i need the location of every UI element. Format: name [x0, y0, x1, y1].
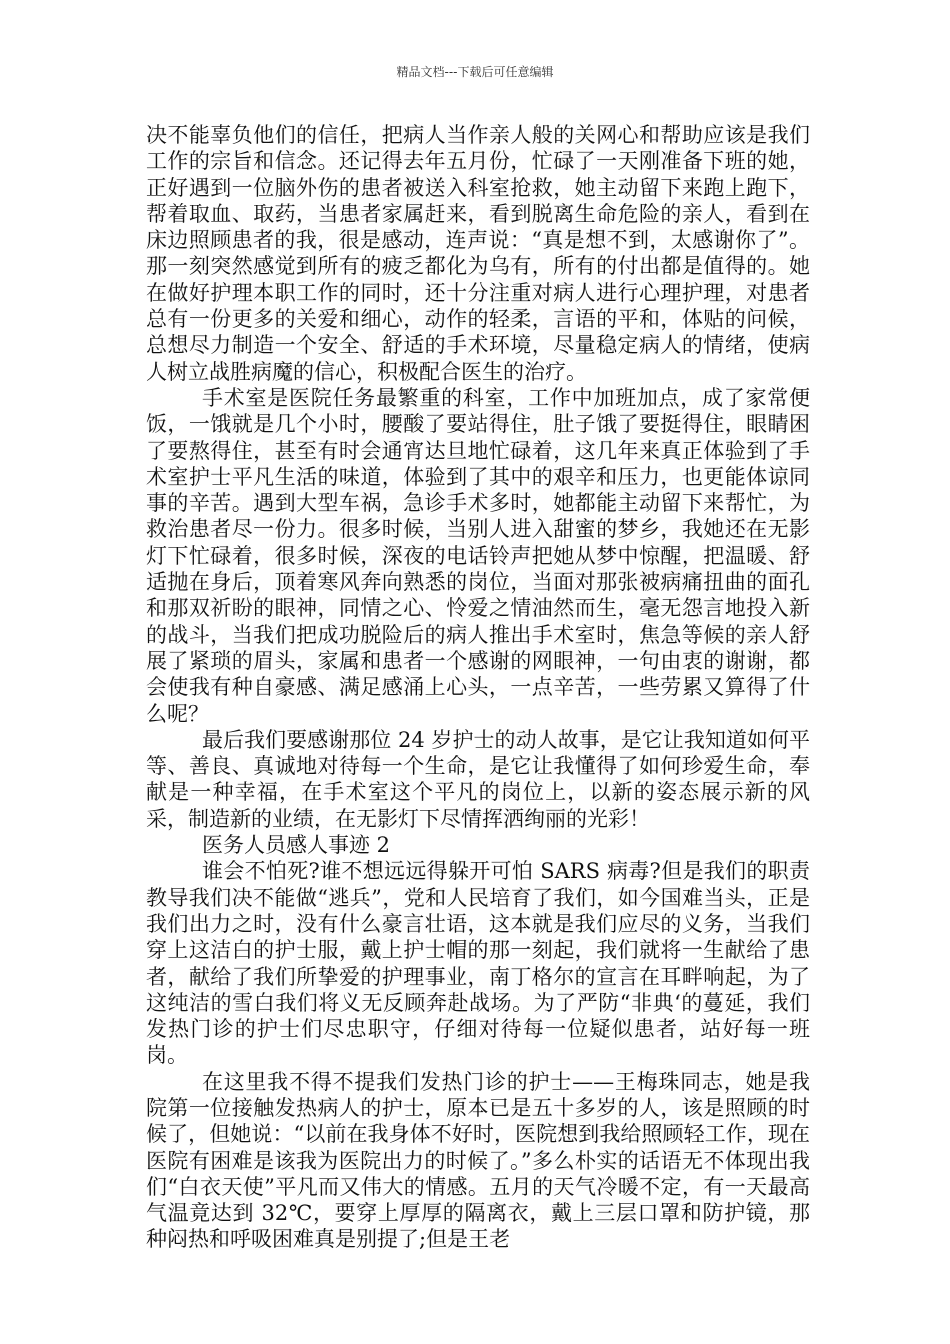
paragraph-2: 手术室是医院任务最繁重的科室，工作中加班加点，成了家常便饭，一饿就是几个小时，腰酸了要站得住，肚子饿了要挺得住，眼睛困了要熬得住，甚至有时会通宵达旦地忙碌着，这几年来真正体验到了手术室护士平凡生活的味道，体验到了其中的艰辛和压力，也更能体谅同事的辛苦。遇到大型车祸，急诊手术多时，她都能主动留下来帮忙，为救治患者尽一份力。很多时候，当别人进入甜蜜的梦乡，我她还在无影灯下忙碌着，很多时候，深夜的电话铃声把她从梦中惊醒，把温暖、舒适抛在身后，顶着寒风奔向熟悉的岗位，当面对那张被病痛扭曲的面孔和那双祈盼的眼神，同情之心、怜爱之情油然而生，毫无怨言地投入新的战斗，当我们把成功脱险后的病人推出手术室时，焦急等候的亲人舒展了紧琐的眉头，家属和患者一个感谢的网眼神，一句由衷的谢谢，都会使我有种自豪感、满足感涌上心头，一点辛苦，一些劳累又算得了什么呢？ — [146, 385, 810, 726]
paragraph-5: 在这里我不得不提我们发热门诊的护士——王梅珠同志，她是我院第一位接触发热病人的护士，原本已是五十多岁的人，该是照顾的时候了，但她说：“以前在我身体不好时，医院想到我给照顾轻工作，现在医院有困难是该我为医院出力的时候了。”多么朴实的话语无不体现出我们“白衣天使”平凡而又伟大的情感。五月的天气冷暖不定，有一天最高气温竟达到 32℃，要穿上厚厚的隔离衣，戴上三层口罩和防护镜，那种闷热和呼吸困难真是别提了;但是王老 — [146, 1069, 810, 1252]
document-body — [146, 122, 810, 1253]
paragraph-4: 谁会不怕死?谁不想远远得躲开可怕 SARS 病毒?但是我们的职责教导我们决不能做“逃兵”，党和人民培育了我们，如今国难当头，正是我们出力之时，没有什么豪言壮语，这本就是我们应尽的义务，当我们穿上这洁白的护士服，戴上护士帽的那一刻起，我们就将一生献给了患者，献给了我们所挚爱的护理事业，南丁格尔的宣言在耳畔响起，为了这纯洁的雪白我们将义无反顾奔赴战场。为了严防“非典‘的蔓延，我们发热门诊的护士们尽忠职守，仔细对待每一位疑似患者，站好每一班岗。 — [146, 859, 810, 1068]
paragraph-1: 决不能辜负他们的信任，把病人当作亲人般的关网心和帮助应该是我们工作的宗旨和信念。还记得去年五月份，忙碌了一天刚准备下班的她，正好遇到一位脑外伤的患者被送入科室抢救，她主动留下来跑上跑下，帮着取血、取药，当患者家属赶来，看到脱离生命危险的亲人，看到在床边照顾患者的我，很是感动，连声说：“真是想不到，太感谢你了”。那一刻突然感觉到所有的疲乏都化为乌有，所有的付出都是值得的。她在做好护理本职工作的同时，还十分注重对病人进行心理护理，对患者总有一份更多的关爱和细心，动作的轻柔，言语的平和，体贴的问候，总想尽力制造一个安全、舒适的手术环境，尽量稳定病人的情绪，使病人树立战胜病魔的信心，积极配合医生的治疗。 — [146, 123, 810, 384]
page-header: 精品文档---下载后可任意编辑 — [396, 65, 554, 79]
paragraph-3: 最后我们要感谢那位 24 岁护士的动人故事，是它让我知道如何平等、善良、真诚地对待每一个生命，是它让我懂得了如何珍爱生命，奉献是一种幸福，在手术室这个平凡的岗位上，以新的姿态展示新的风采，制造新的业绩，在无影灯下尽情挥洒绚丽的光彩！ — [146, 727, 810, 831]
section-heading: 医务人员感人事迹 2 — [202, 833, 391, 858]
